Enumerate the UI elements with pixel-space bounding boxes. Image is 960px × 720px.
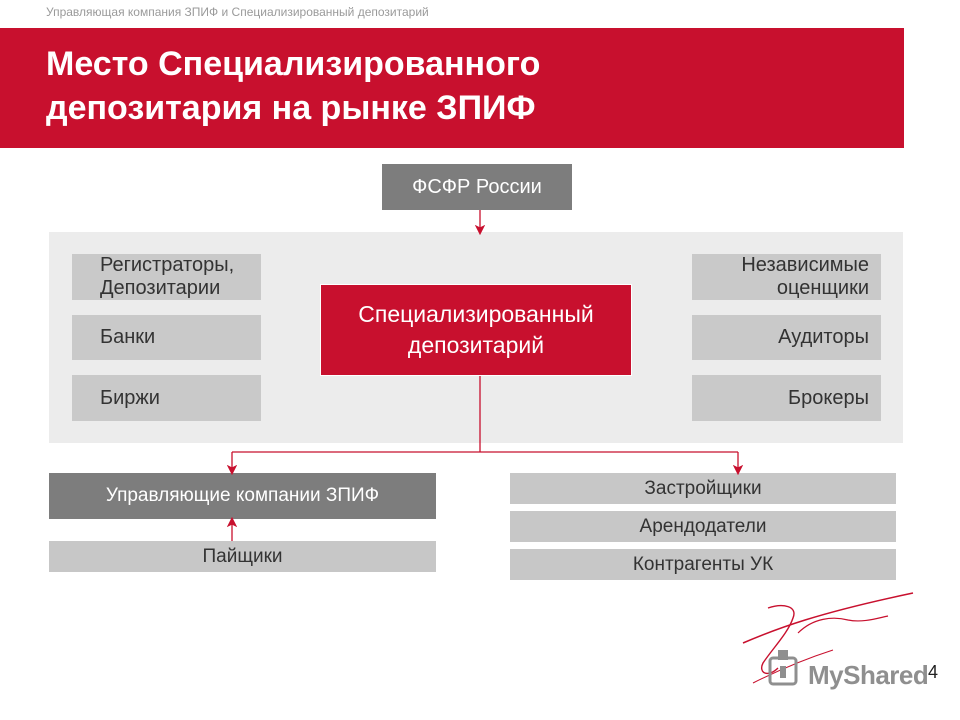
right-item-label: Брокеры xyxy=(788,386,869,409)
counterparty-developers: Застройщики xyxy=(510,473,896,504)
right-item-line2: оценщики xyxy=(776,277,869,299)
management-companies-box: Управляющие компании ЗПИФ xyxy=(49,473,436,519)
left-item-label: Банки xyxy=(100,326,156,348)
shareholders-box: Пайщики xyxy=(49,541,436,572)
counterparty-uk: Контрагенты УК xyxy=(510,549,896,580)
title-line-1: Место Специализированного xyxy=(46,45,541,83)
right-item-label: Аудиторы xyxy=(778,326,869,348)
left-item-label: Биржи xyxy=(100,386,160,409)
header-subtitle: Управляющая компания ЗПИФ и Специализированный депозитарий xyxy=(46,5,429,19)
title-line-2: депозитария на рынке ЗПИФ xyxy=(46,89,536,127)
left-item-line2: Депозитарии xyxy=(100,277,221,299)
center-line-1: Специализированный xyxy=(358,301,594,327)
center-line-2: депозитарий xyxy=(407,332,545,358)
watermark-text: MyShared xyxy=(808,660,929,690)
page-number: 4 xyxy=(928,662,939,682)
left-item-line1: Регистраторы, xyxy=(100,254,235,276)
regulator-box: ФСФР России xyxy=(382,164,572,210)
counterparty-landlords: Арендодатели xyxy=(510,511,896,542)
right-item-line1: Независимые xyxy=(741,254,869,276)
